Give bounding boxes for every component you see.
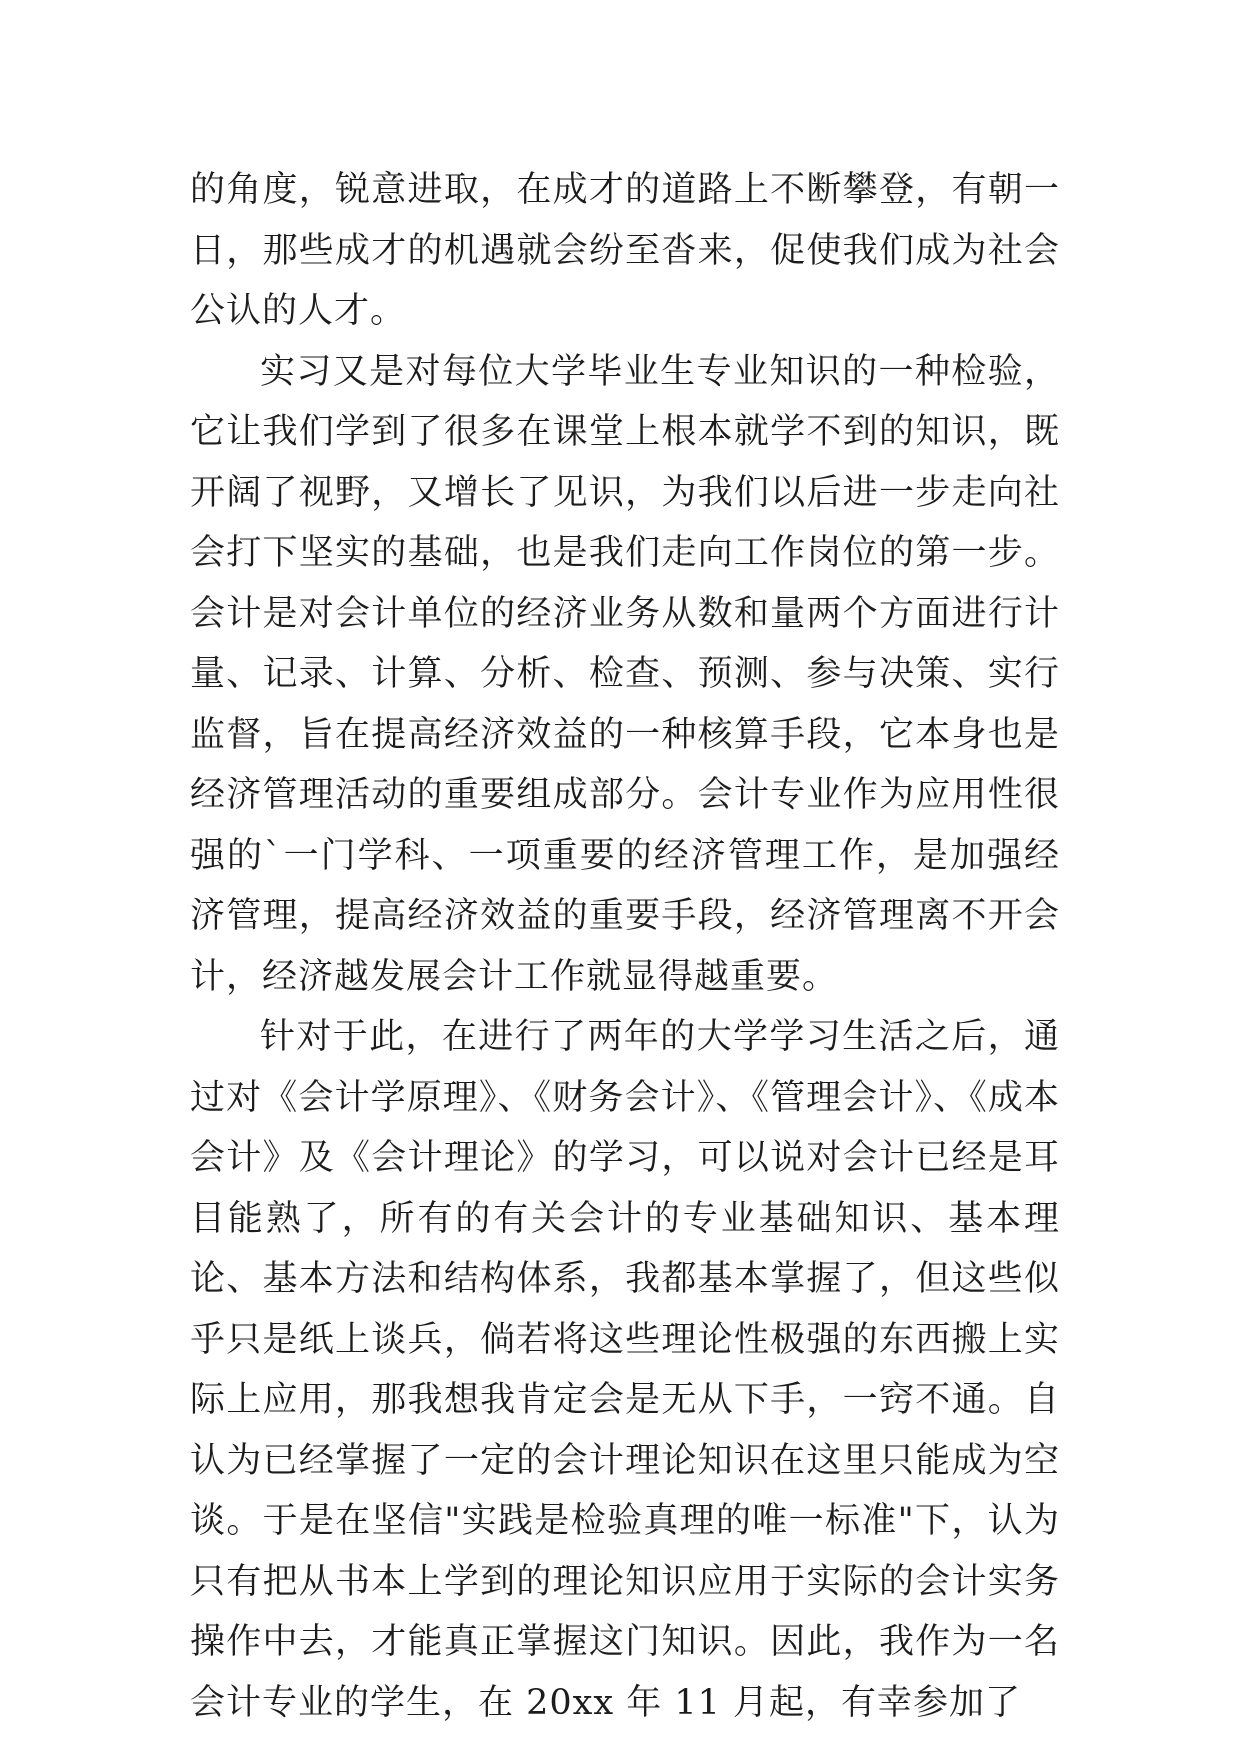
document-body <box>190 160 1060 1733</box>
paragraph-2: 实习又是对每位大学毕业生专业知识的一种检验，它让我们学到了很多在课堂上根本就学不到的知识，既开阔了视野，又增长了见识，为我们以后进一步走向社会打下坚实的基础，也是我们走向工作岗位的第一步。会计是对会计单位的经济业务从数和量两个方面进行计量、记录、计算、分析、检查、预测、参与决策、实行监督，旨在提高经济效益的一种核算手段，它本身也是经济管理活动的重要组成部分。会计专业作为应用性很强的`一门学科、一项重要的经济管理工作，是加强经济管理，提高经济效益的重要手段，经济管理离不开会计，经济越发展会计工作就显得越重要。 <box>190 351 1060 997</box>
paragraph-1: 的角度，锐意进取，在成才的道路上不断攀登，有朝一日，那些成才的机遇就会纷至沓来，促使我们成为社会公认的人才。 <box>190 170 1060 331</box>
paragraph-3: 针对于此，在进行了两年的大学学习生活之后，通过对《会计学原理》、《财务会计》、《管理会计》、《成本会计》及《会计理论》的学习，可以说对会计已经是耳目能熟了，所有的有关会计的专业基础知识、基本理论、基本方法和结构体系，我都基本掌握了，但这些似乎只是纸上谈兵，倘若将这些理论性极强的东西搬上实际上应用，那我想我肯定会是无从下手，一窍不通。自认为已经掌握了一定的会计理论知识在这里只能成为空谈。于是在坚信"实践是检验真理的唯一标准"下，认为只有把从书本上学到的理论知识应用于实际的会计实务操作中去，才能真正掌握这门知识。因此，我作为一名会计专业的学生，在 20xx 年 11 月起，有幸参加了 <box>190 1017 1060 1723</box>
